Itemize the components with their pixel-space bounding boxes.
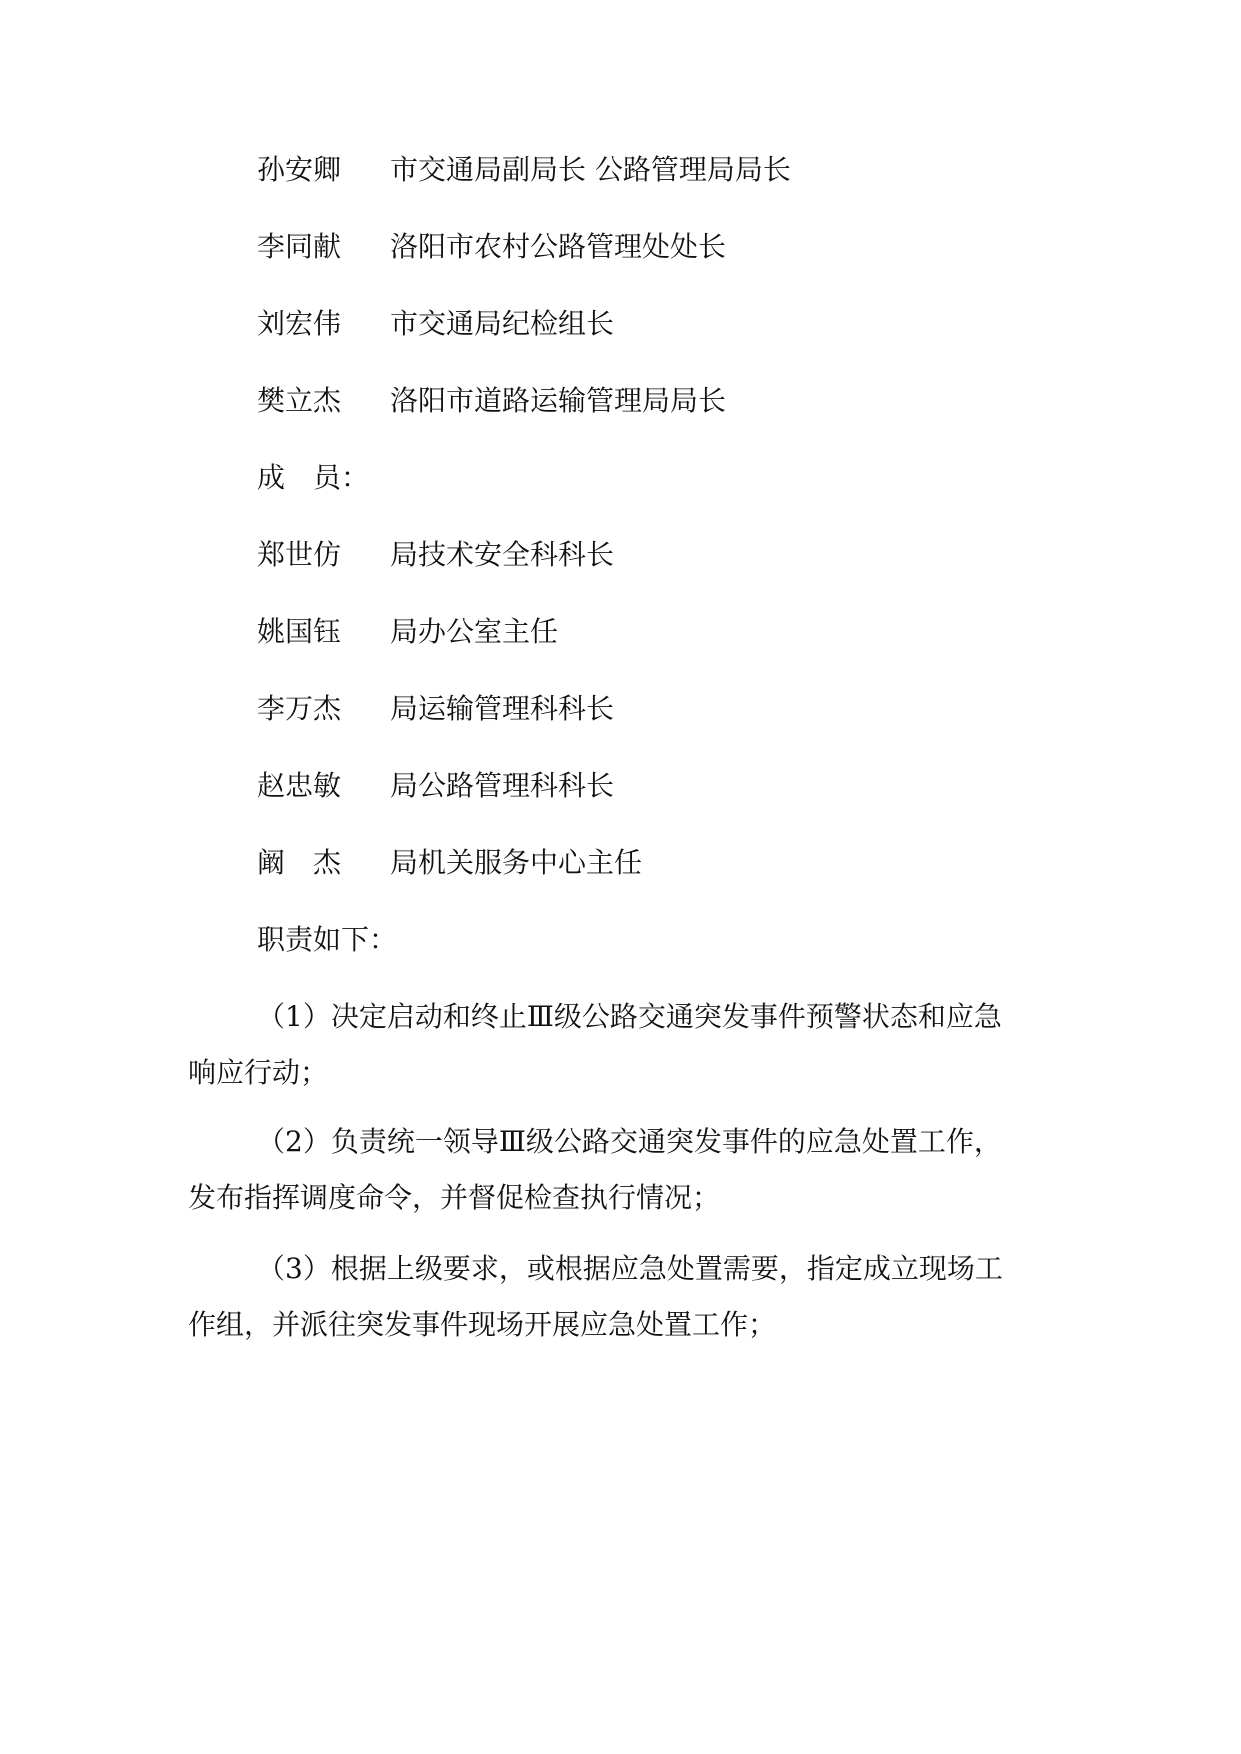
member-row <box>257 843 642 883</box>
leader-name: 刘宏伟 <box>257 307 342 340</box>
member-row <box>257 612 558 652</box>
duty-line: （2）负责统一领导Ⅲ级公路交通突发事件的应急处置工作， <box>257 1125 1002 1158</box>
member-title: 局技术安全科科长 <box>390 538 615 571</box>
member-name: 姚国钰 <box>257 615 342 648</box>
leader-row <box>257 304 614 344</box>
duty-paragraph <box>188 1249 1048 1345</box>
duty-line: （1）决定启动和终止Ⅲ级公路交通突发事件预警状态和应急 <box>257 1000 1002 1033</box>
member-title: 局公路管理科科长 <box>390 769 615 802</box>
member-title: 局办公室主任 <box>390 615 559 648</box>
member-row <box>257 766 614 806</box>
leader-name: 孙安卿 <box>257 153 342 186</box>
leader-row <box>257 227 726 267</box>
duty-line: 发布指挥调度命令，并督促检查执行情况； <box>188 1181 721 1214</box>
leader-title: 洛阳市农村公路管理处处长 <box>390 230 727 263</box>
duty-paragraph <box>188 1122 1048 1218</box>
duties-heading: 职责如下： <box>257 923 398 956</box>
leader-row <box>257 150 791 190</box>
leader-title: 市交通局副局长 公路管理局局长 <box>390 153 791 186</box>
member-name: 李万杰 <box>257 692 342 725</box>
member-name: 郑世仿 <box>257 538 342 571</box>
duty-line: （3）根据上级要求，或根据应急处置需要，指定成立现场工 <box>257 1252 1003 1285</box>
duty-paragraph <box>188 997 1048 1093</box>
members-heading: 成 员： <box>257 461 370 494</box>
member-name: 赵忠敏 <box>257 769 342 802</box>
duty-line: 响应行动； <box>188 1056 329 1089</box>
member-row <box>257 535 614 575</box>
duty-line: 作组，并派往突发事件现场开展应急处置工作； <box>188 1308 777 1341</box>
member-title: 局机关服务中心主任 <box>390 846 643 879</box>
leader-title: 洛阳市道路运输管理局局长 <box>390 384 727 417</box>
leader-name: 李同献 <box>257 230 342 263</box>
member-name: 阚 杰 <box>257 846 342 879</box>
leader-title: 市交通局纪检组长 <box>390 307 615 340</box>
member-row <box>257 689 614 729</box>
member-title: 局运输管理科科长 <box>390 692 615 725</box>
leader-name: 樊立杰 <box>257 384 342 417</box>
leader-row <box>257 381 726 421</box>
